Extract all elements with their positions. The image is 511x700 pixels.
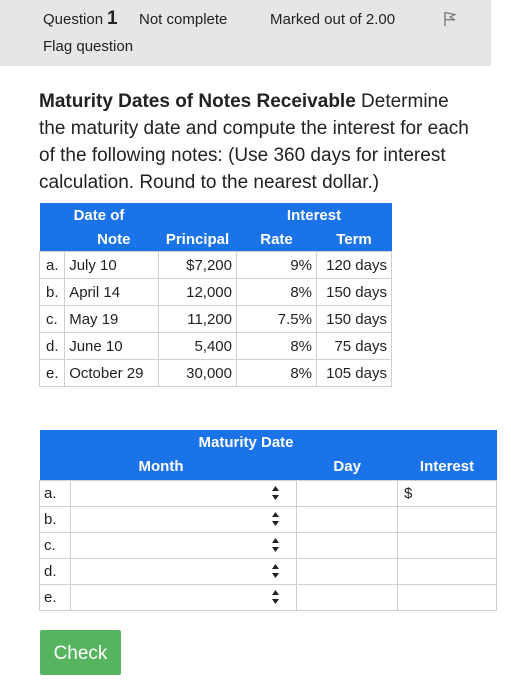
check-button[interactable]: Check [40,630,121,675]
question-info-header [0,0,491,66]
principal-value: $7,200 [159,252,237,279]
day-input[interactable] [297,506,398,532]
term-value: 150 days [317,279,392,306]
interest-input[interactable] [398,480,497,506]
header-interest-top [398,430,497,454]
row-label: e. [40,584,71,610]
select-arrows-icon [271,589,280,605]
question-number: 1 [107,8,118,29]
question-label-text: Question [43,11,104,28]
header-date-top: Date of [40,203,159,227]
select-arrows-icon [271,537,280,553]
month-select[interactable] [71,506,297,532]
rate-value: 9% [237,252,317,279]
select-arrows-icon [271,563,280,579]
month-select[interactable] [71,532,297,558]
table-row [40,532,497,558]
row-label: d. [40,558,71,584]
interest-input[interactable] [398,506,497,532]
flag-icon[interactable] [443,11,457,27]
question-label [43,8,118,30]
table-row [40,558,497,584]
header-rate: Rate [237,227,317,252]
interest-input[interactable] [398,532,497,558]
table-row [40,279,392,306]
principal-value: 5,400 [159,333,237,360]
row-label: c. [40,306,65,333]
select-arrows-icon [271,511,280,527]
table-row [40,480,497,506]
table-row [40,506,497,532]
row-label: a. [40,252,65,279]
header-month: Month [71,454,297,480]
table-row [40,360,392,387]
header-principal: Principal [159,227,237,252]
row-label: a. [40,480,71,506]
term-value: 150 days [317,306,392,333]
question-status: Not complete [139,11,228,28]
row-label: b. [40,279,65,306]
rate-value: 8% [237,279,317,306]
rate-value: 7.5% [237,306,317,333]
note-date: April 14 [65,279,159,306]
note-date: October 29 [65,360,159,387]
table-row [40,252,392,279]
header-interest-top: Interest [237,203,392,227]
table-row [40,306,392,333]
problem-statement [39,88,479,196]
row-label: d. [40,333,65,360]
header-principal-top [159,203,237,227]
day-input[interactable] [297,584,398,610]
answer-header-blank [40,430,71,454]
notes-info-table [39,203,392,387]
term-value: 75 days [317,333,392,360]
day-input[interactable] [297,558,398,584]
header-interest: Interest [398,454,497,480]
problem-title: Maturity Dates of Notes Receivable [39,91,356,112]
answer-table [39,430,497,611]
flag-question-link[interactable]: Flag question [43,38,134,55]
dollar-sign: $ [404,484,413,502]
header-maturity-date: Maturity Date [71,430,398,454]
principal-value: 30,000 [159,360,237,387]
interest-input[interactable] [398,558,497,584]
header-term: Term [317,227,392,252]
header-day: Day [297,454,398,480]
note-date: June 10 [65,333,159,360]
question-marks: Marked out of 2.00 [270,11,396,28]
row-label: e. [40,360,65,387]
row-label: c. [40,532,71,558]
term-value: 120 days [317,252,392,279]
day-input[interactable] [297,532,398,558]
problem-body: Determine the maturity date and compute the interest for each of the following notes: (Use 360 days for interest calculation. Round to the nearest dollar.) [39,91,469,193]
month-select[interactable] [71,584,297,610]
month-select[interactable] [71,558,297,584]
rate-value: 8% [237,333,317,360]
principal-value: 12,000 [159,279,237,306]
row-label: b. [40,506,71,532]
term-value: 105 days [317,360,392,387]
month-select[interactable] [71,480,297,506]
select-arrows-icon [271,485,280,501]
rate-value: 8% [237,360,317,387]
principal-value: 11,200 [159,306,237,333]
note-date: July 10 [65,252,159,279]
interest-input[interactable] [398,584,497,610]
answer-header-blank [40,454,71,480]
table-row [40,333,392,360]
table-row [40,584,497,610]
header-date-bottom: Note [40,227,159,252]
note-date: May 19 [65,306,159,333]
day-input[interactable] [297,480,398,506]
